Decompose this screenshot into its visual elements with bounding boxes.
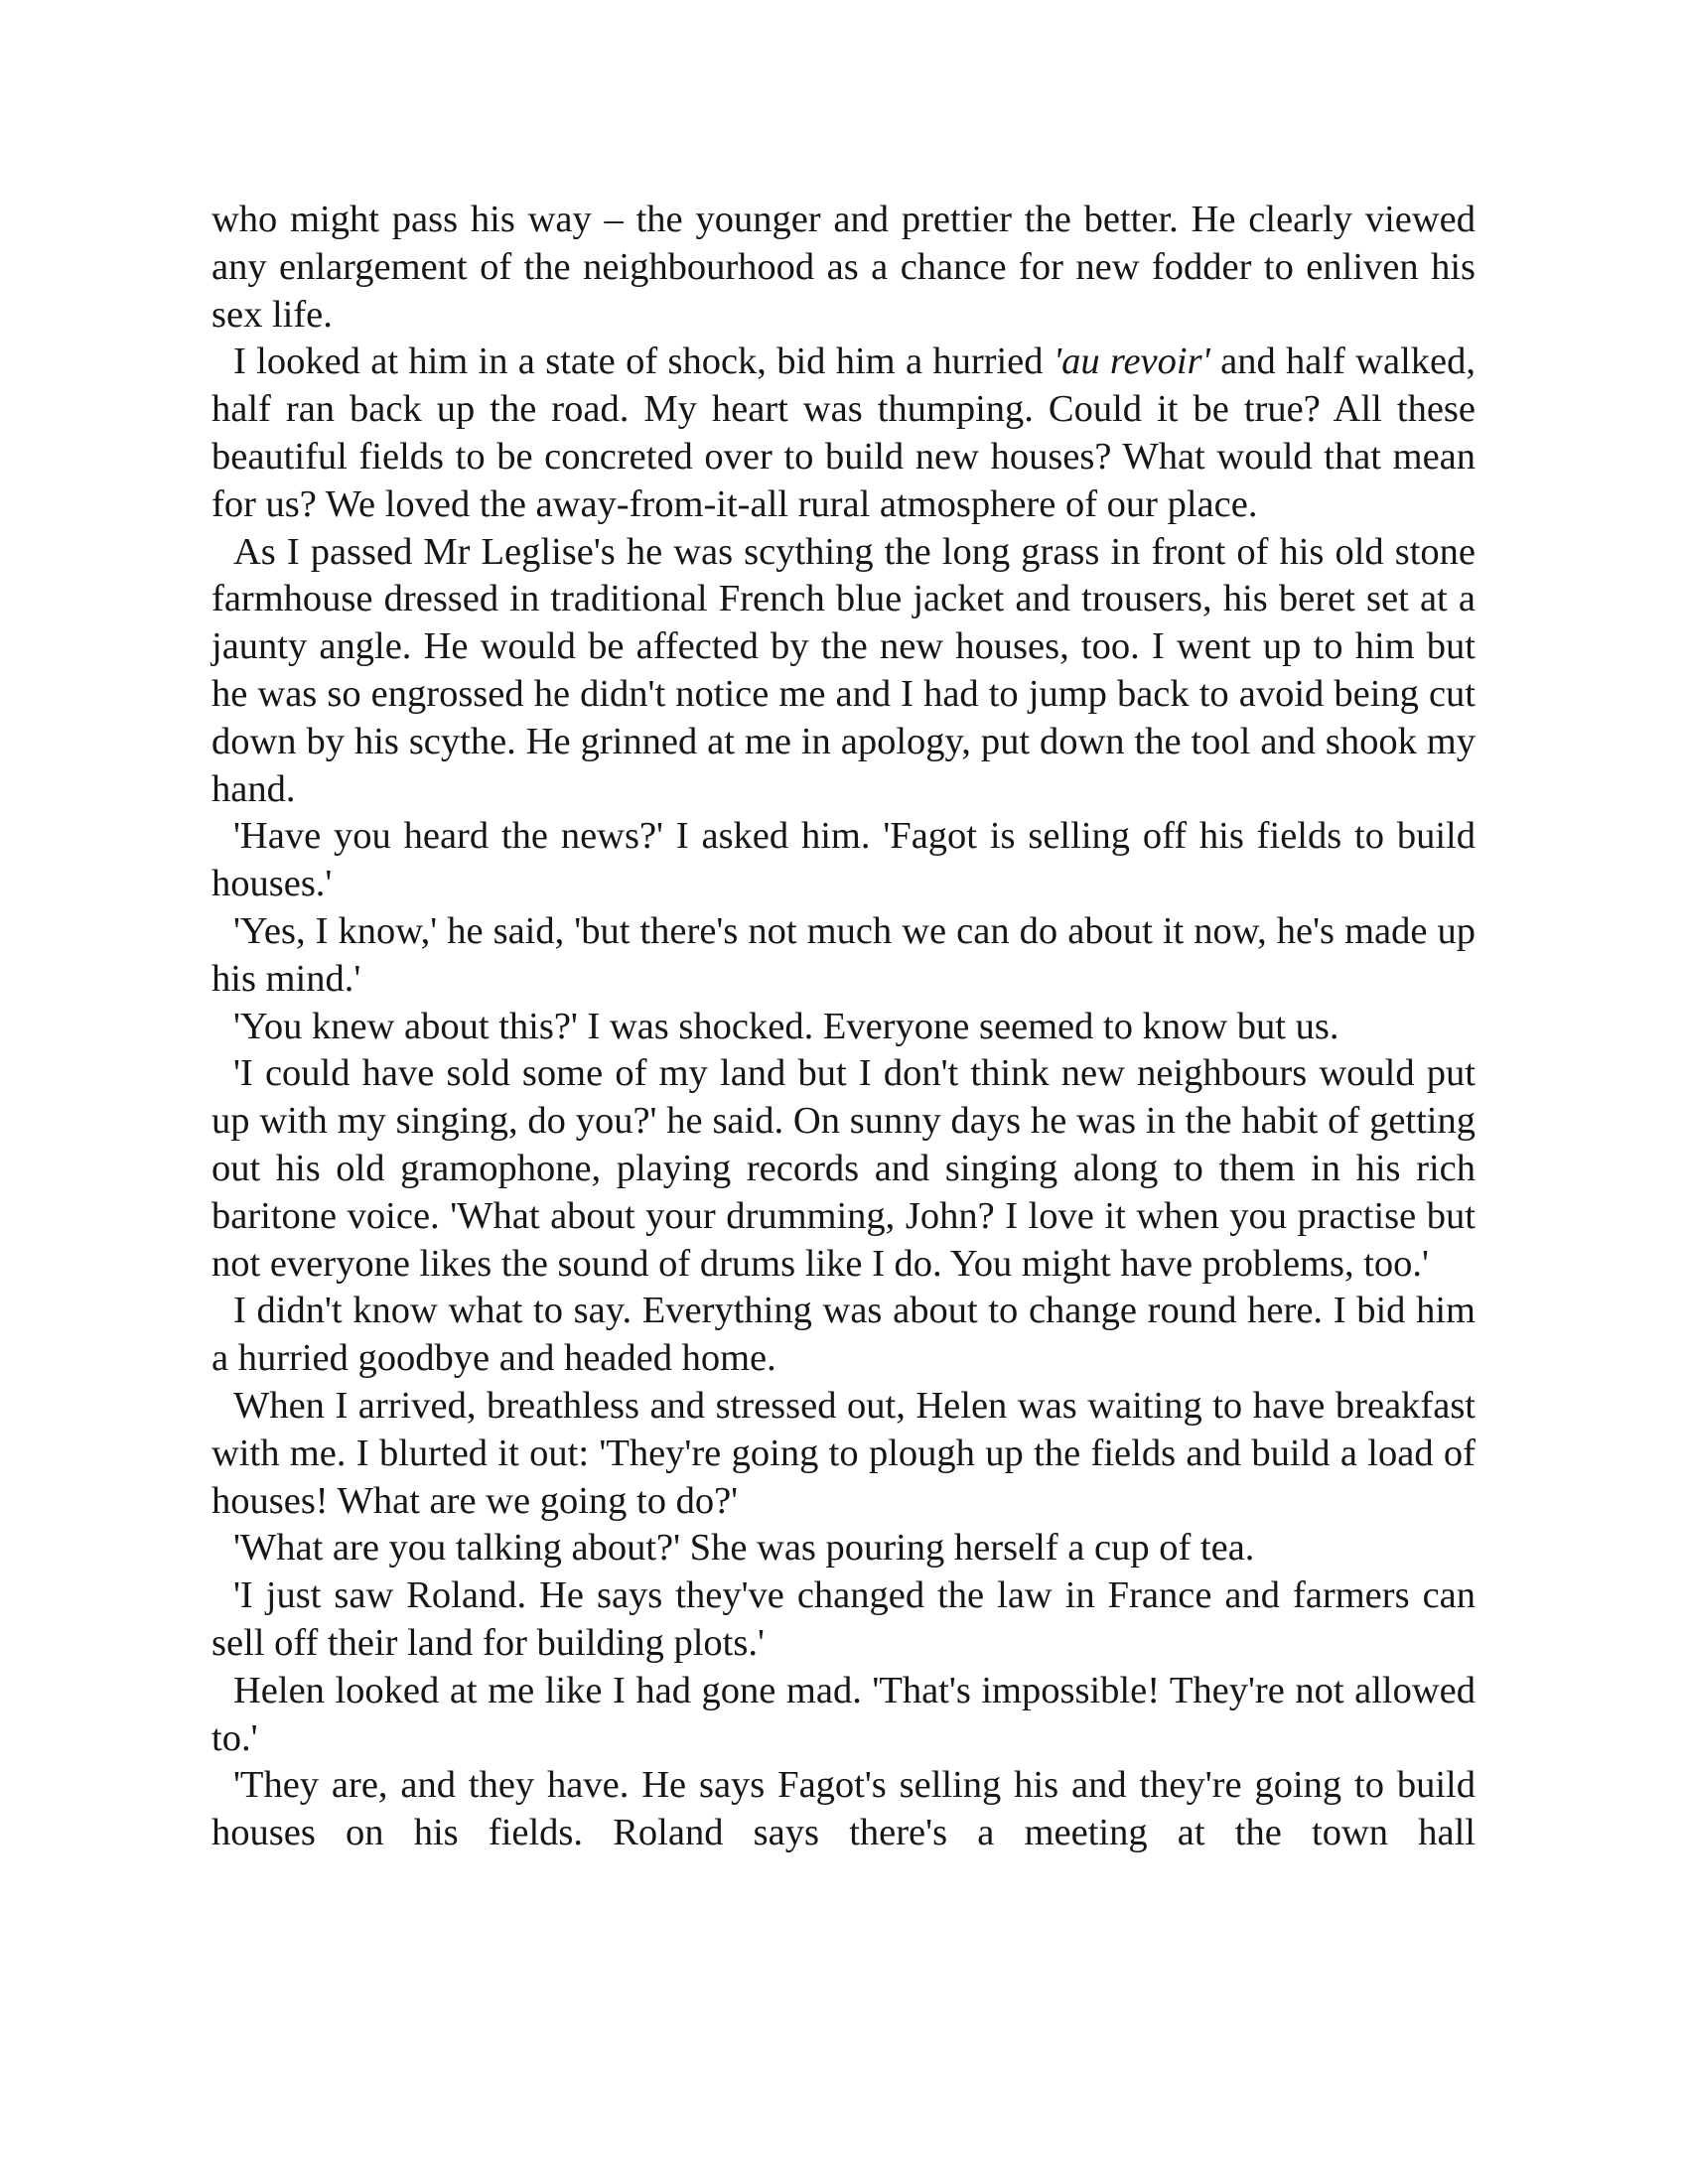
paragraph-text: When I arrived, breathless and stressed out, Helen was waiting to have breakfast with me. I blurted it out: 'They're going to plough up the fields and build a load of houses! What are we going to do?' [211,1384,1476,1522]
paragraph [211,1050,1476,1288]
paragraph [211,1525,1476,1572]
page-body [211,197,1476,1857]
paragraph-text: I didn't know what to say. Everything was about to change round here. I bid him a hurried goodbye and headed home. [211,1290,1476,1380]
paragraph [211,1383,1476,1525]
paragraph [211,908,1476,1004]
paragraph [211,1762,1476,1857]
paragraph-text: 'What are you talking about?' She was pouring herself a cup of tea. [233,1527,1255,1570]
paragraph-text: 'Yes, I know,' he said, 'but there's not much we can do about it now, he's made up his mind.' [211,909,1476,1000]
italic-phrase: 'au revoir' [1053,341,1210,383]
paragraph-text: and half walked, half ran back up the road. My heart was thumping. Could it be true? All these beautiful fields to be concreted over to build new houses? What would that mean for us? We loved the away-from-it-all rural atmosphere of our place. [211,341,1476,525]
paragraph [211,1668,1476,1763]
paragraph-text: As I passed Mr Leglise's he was scything the long grass in front of his old stone farmhouse dressed in traditional French blue jacket and trousers, his beret set at a jaunty angle. He would be affected by the new houses, too. I went up to him but he was so engrossed he didn't notice me and I had to jump back to avoid being cut down by his scythe. He grinned at me in apology, put down the tool and shook my hand. [211,530,1476,810]
paragraph-text: Helen looked at me like I had gone mad. 'That's impossible! They're not allowed to.' [211,1669,1476,1759]
paragraph-text: 'I just saw Roland. He says they've changed the law in France and farmers can sell off their land for building plots.' [211,1574,1476,1664]
paragraph [211,1572,1476,1668]
paragraph [211,197,1476,339]
paragraph [211,529,1476,814]
paragraph-text: 'I could have sold some of my land but I don't think new neighbours would put up with my singing, do you?' he said. On sunny days he was in the habit of getting out his old gramophone, playing records and singing along to them in his rich baritone voice. 'What about your drumming, John? I love it when you practise but not everyone likes the sound of drums like I do. You might have problems, too.' [211,1052,1476,1285]
paragraph-text: 'They are, and they have. He says Fagot's selling his and they're going to build houses on his fields. Roland says there's a meeting at the town hall [211,1764,1476,1854]
paragraph-text: I looked at him in a state of shock, bid him a hurried [233,341,1054,383]
paragraph-text: 'You knew about this?' I was shocked. Everyone seemed to know but us. [233,1005,1339,1047]
paragraph [211,1288,1476,1383]
paragraph-text: 'Have you heard the news?' I asked him. 'Fagot is selling off his fields to build houses.' [211,815,1476,905]
paragraph [211,1004,1476,1051]
paragraph [211,813,1476,908]
paragraph-text: who might pass his way – the younger and prettier the better. He clearly viewed any enlargement of the neighbourhood as a chance for new fodder to enliven his sex life. [211,199,1476,336]
paragraph [211,339,1476,528]
